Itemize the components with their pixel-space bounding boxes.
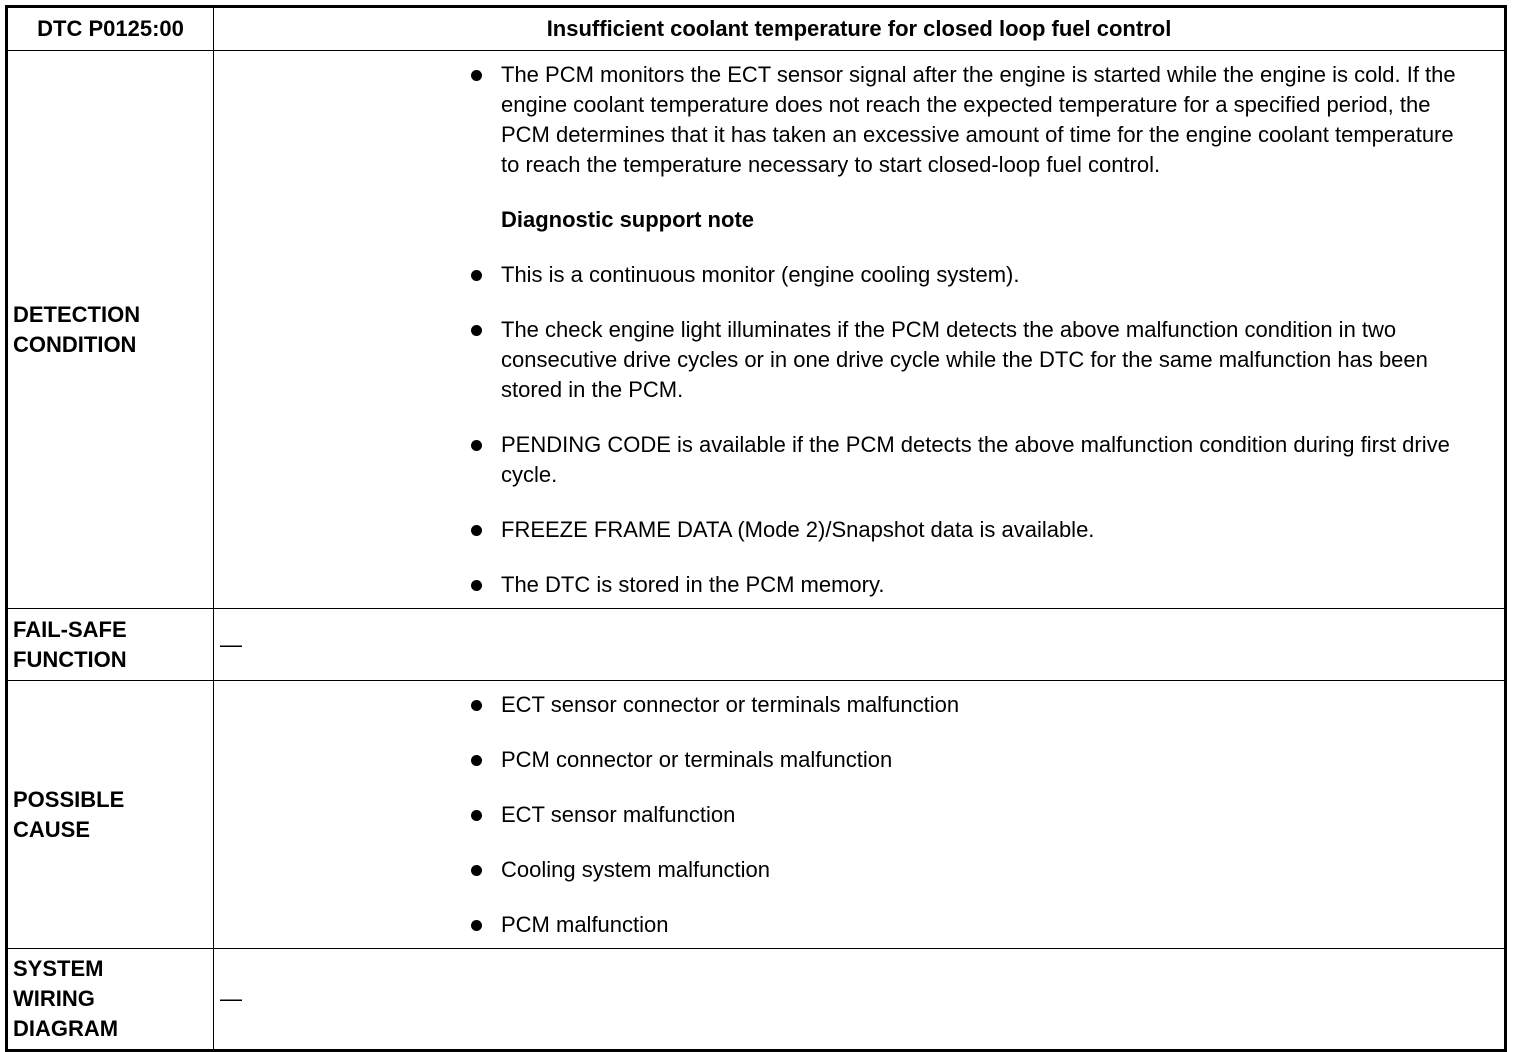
label-line: CONDITION bbox=[13, 331, 137, 357]
list-item bbox=[214, 260, 1504, 290]
bullet-icon bbox=[471, 755, 482, 766]
detection-content bbox=[214, 51, 1506, 609]
header-row bbox=[7, 7, 1506, 51]
list-item bbox=[214, 570, 1504, 600]
dtc-code: DTC P0125:00 bbox=[7, 7, 214, 51]
bullet-icon bbox=[471, 810, 482, 821]
detection-row bbox=[7, 51, 1506, 609]
list-item bbox=[214, 910, 1504, 940]
item-text: The DTC is stored in the PCM memory. bbox=[501, 572, 885, 597]
list-item bbox=[214, 60, 1504, 180]
wiring-label bbox=[7, 949, 214, 1051]
label-line: FAIL-SAFE bbox=[13, 616, 127, 642]
item-text: Cooling system malfunction bbox=[501, 857, 771, 882]
failsafe-label bbox=[7, 609, 214, 681]
list-item bbox=[214, 315, 1504, 405]
item-text: ECT sensor malfunction bbox=[501, 802, 736, 827]
label-line: WIRING bbox=[13, 986, 95, 1011]
bullet-icon bbox=[471, 440, 482, 451]
bullet-icon bbox=[471, 270, 482, 281]
bullet-icon bbox=[471, 865, 482, 876]
possible-cause-row bbox=[7, 681, 1506, 949]
list-item bbox=[214, 800, 1504, 830]
label-line: DETECTION bbox=[13, 301, 141, 327]
bullet-icon bbox=[471, 70, 482, 81]
item-text: The PCM monitors the ECT sensor signal after the engine is started while the engine is cold. If the engine coolant temperature does not reach the expected temperature for a specified period, the PCM determines that it has taken an excessive amount of time for the engine coolant temperature to reach the temperature necessary to start closed-loop fuel control. bbox=[501, 62, 1456, 177]
list-item bbox=[214, 515, 1504, 545]
bullet-icon bbox=[471, 920, 482, 931]
possible-cause-content bbox=[214, 681, 1506, 949]
item-text: The check engine light illuminates if the PCM detects the above malfunction condition in two consecutive drive cycles or in one drive cycle while the DTC for the same malfunction has been stored in the PCM. bbox=[501, 317, 1428, 402]
bullet-icon bbox=[471, 325, 482, 336]
detection-label bbox=[7, 51, 214, 609]
item-text: This is a continuous monitor (engine cooling system). bbox=[501, 262, 1020, 287]
label-line: DIAGRAM bbox=[13, 1016, 119, 1041]
dtc-table bbox=[5, 5, 1507, 1052]
failsafe-row bbox=[7, 609, 1506, 681]
failsafe-value: — bbox=[214, 609, 1506, 681]
item-text: PCM connector or terminals malfunction bbox=[501, 747, 893, 772]
label-line: CAUSE bbox=[13, 816, 91, 842]
note-title: Diagnostic support note bbox=[501, 207, 754, 232]
bullet-icon bbox=[471, 580, 482, 591]
wiring-row bbox=[7, 949, 1506, 1051]
list-item bbox=[214, 745, 1504, 775]
label-line: POSSIBLE bbox=[13, 786, 125, 812]
item-text: PCM malfunction bbox=[501, 912, 669, 937]
possible-cause-label bbox=[7, 681, 214, 949]
item-text: ECT sensor connector or terminals malfunction bbox=[501, 692, 960, 717]
label-line: FUNCTION bbox=[13, 646, 127, 672]
list-item bbox=[214, 430, 1504, 490]
list-item bbox=[214, 690, 1504, 720]
item-text: FREEZE FRAME DATA (Mode 2)/Snapshot data is available. bbox=[501, 517, 1095, 542]
dtc-title: Insufficient coolant temperature for closed loop fuel control bbox=[214, 7, 1506, 51]
item-text: PENDING CODE is available if the PCM detects the above malfunction condition during first drive cycle. bbox=[501, 432, 1450, 487]
wiring-value: — bbox=[214, 949, 1506, 1051]
label-line: SYSTEM bbox=[13, 956, 104, 981]
list-item bbox=[214, 855, 1504, 885]
bullet-icon bbox=[471, 700, 482, 711]
bullet-icon bbox=[471, 525, 482, 536]
